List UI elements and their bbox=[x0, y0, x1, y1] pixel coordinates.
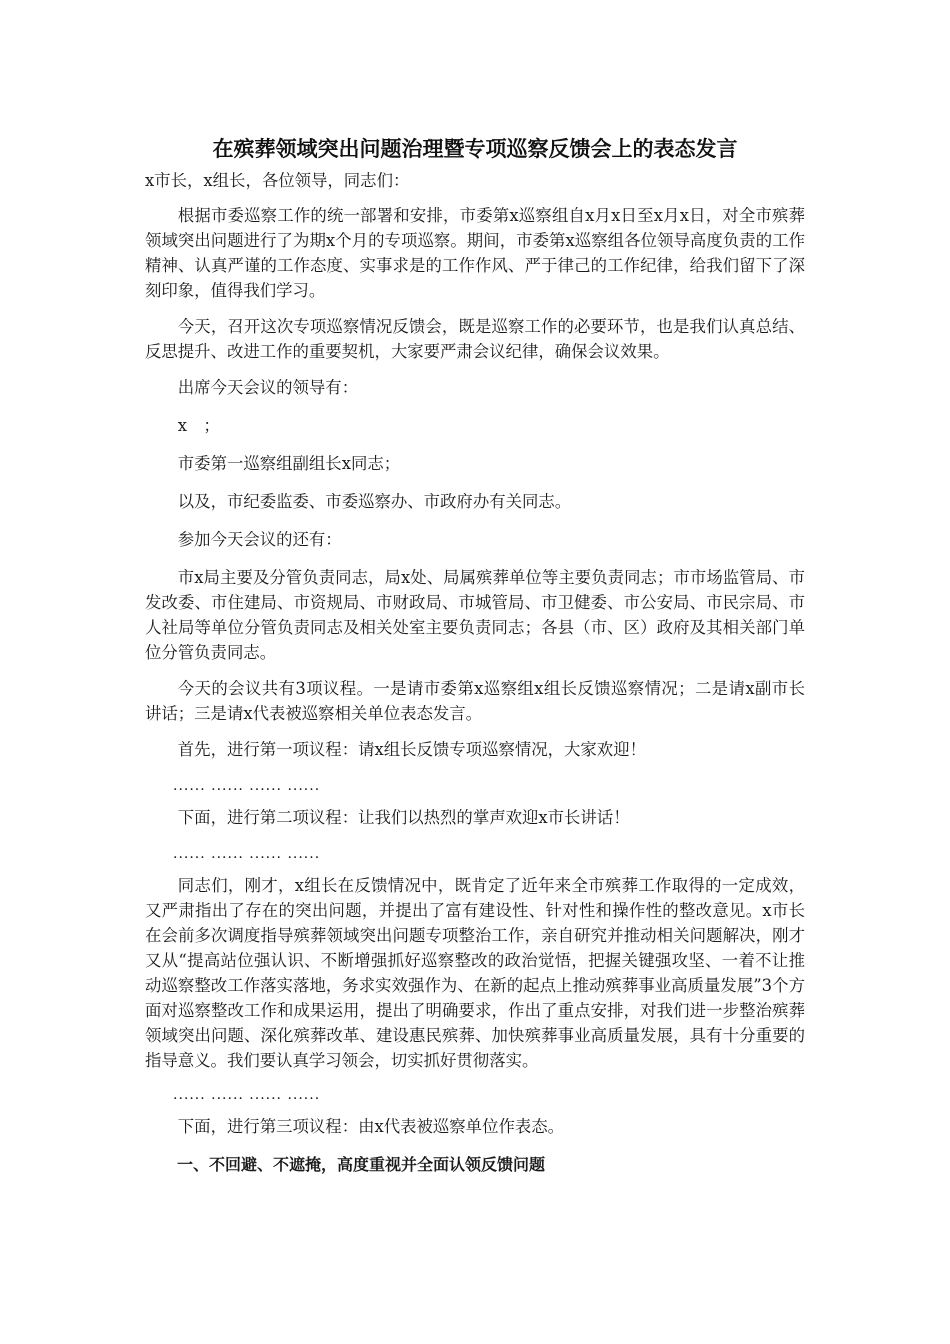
document-title: 在殡葬领域突出问题治理暨专项巡察反馈会上的表态发言 bbox=[212, 137, 738, 161]
section-heading: 一、不回避、不遮掩，高度重视并全面认领反馈问题 bbox=[177, 1155, 546, 1174]
ellipsis-separator: ...... ...... ...... ...... bbox=[173, 1087, 321, 1103]
paragraph-participants-list: 市x局主要及分管负责同志，局x处、局属殡葬单位等主要负责同志；市市场监管局、市发改委、市住建局、市资规局、市财政局、市城管局、市卫健委、市公安局、市民宗局、市人社局等单位分管负责同志及相关处室主要负责同志；各县（市、区）政府及其相关部门单位分管负责同志。 bbox=[145, 568, 805, 662]
paragraph-agenda-item-2: 下面，进行第二项议程：让我们以热烈的掌声欢迎x市长讲话！ bbox=[177, 808, 630, 827]
paragraph-meeting-purpose: 今天，召开这次专项巡察情况反馈会，既是巡察工作的必要环节，也是我们认真总结、反思提升、改进工作的重要契机，大家要严肃会议纪律，确保会议效果。 bbox=[145, 317, 805, 361]
paragraph-agenda: 今天的会议共有3项议程。一是请市委第x巡察组x组长反馈巡察情况；二是请x副市长讲话；三是请x代表被巡察相关单位表态发言。 bbox=[145, 679, 805, 723]
ellipsis-separator: ...... ...... ...... ...... bbox=[173, 778, 321, 794]
paragraph-other-leaders: 以及，市纪委监委、市委巡察办、市政府办有关同志。 bbox=[177, 492, 572, 511]
paragraph-attending-leaders: 出席今天会议的领导有： bbox=[177, 378, 359, 397]
paragraph-inspection-intro: 根据市委巡察工作的统一部署和安排，市委第x巡察组自x月x日至x月x日，对全市殡葬领域突出问题进行了为期x个月的专项巡察。期间，市委第x巡察组各位领导高度负责的工作精神、认真严谨的工作态度、实事求是的工作作风、严于律己的工作纪律，给我们留下了深刻印象，值得我们学习。 bbox=[145, 206, 805, 300]
salutation: x市长，x组长，各位领导，同志们： bbox=[145, 171, 410, 190]
paragraph-summary-remarks: 同志们，刚才，x组长在反馈情况中，既肯定了近年来全市殡葬工作取得的一定成效，又严肃指出了存在的突出问题，并提出了富有建设性、针对性和操作性的整改意见。x市长在会前多次调度指导殡葬领域突出问题专项整治工作，亲自研究并推动相关问题解决，刚才又从“提高站位强认识、不断增强抓好巡察整改的政治觉悟，把握关键强攻坚、一着不让推动巡察整改工作落实落地，务求实效强作为、在新的起点上推动殡葬事业高质量发展”3个方面对巡察整改工作和成果运用，提出了明确要求，作出了重点安排，对我们进一步整治殡葬领域突出问题、深化殡葬改革、建设惠民殡葬、加快殡葬事业高质量发展，具有十分重要的指导意义。我们要认真学习领会，切实抓好贯彻落实。 bbox=[145, 876, 805, 1070]
paragraph-deputy-leader: 市委第一巡察组副组长x同志； bbox=[177, 454, 401, 473]
paragraph-agenda-item-3: 下面，进行第三项议程：由x代表被巡察单位作表态。 bbox=[177, 1117, 565, 1136]
document-body bbox=[145, 134, 805, 1177]
paragraph-participants-intro: 参加今天会议的还有： bbox=[177, 530, 342, 549]
ellipsis-separator: ...... ...... ...... ...... bbox=[173, 846, 321, 862]
paragraph-agenda-item-1: 首先，进行第一项议程：请x组长反馈专项巡察情况，大家欢迎！ bbox=[177, 740, 646, 759]
paragraph-leader-x: x ； bbox=[177, 416, 220, 435]
